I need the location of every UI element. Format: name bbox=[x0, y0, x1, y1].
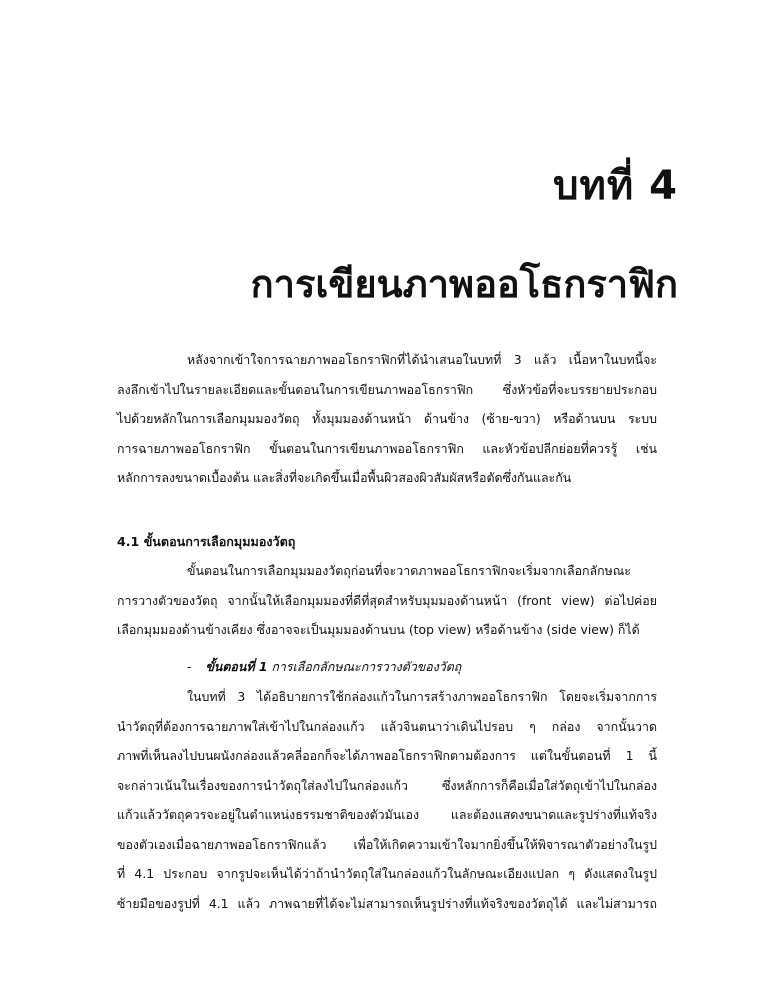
step-dash: - bbox=[187, 659, 192, 674]
paragraph-line: ของตัวเองเมื่อฉายภาพออโธกราฟิกแล้ว เพื่อให้เกิดความเข้าใจมากยิ่งขึ้นให้พิจารณาตัวอย่างในรูป bbox=[117, 836, 657, 852]
paragraph-line: ที่ 4.1 ประกอบ จากรูปจะเห็นได้ว่าถ้านำวัตถุใส่ในกล่องแก้วในลักษณะเอียงแปลก ๆ ดังแสดงในรูป bbox=[117, 866, 657, 881]
paragraph-line: ในบทที่ 3 ได้อธิบายการใช้กล่องแก้วในการสร้างภาพออโธกราฟิก โดยจะเริ่มจากการ bbox=[187, 689, 657, 704]
step-heading bbox=[187, 658, 461, 677]
paragraph-line: หลักการลงขนาดเบื้องต้น และสิ่งที่จะเกิดขึ้นเมื่อพื้นผิวสองผิวสัมผัสหรือตัดซึ่งกันและกัน bbox=[117, 470, 572, 485]
section-heading: 4.1 ขั้นตอนการเลือกมุมมองวัตถุ bbox=[117, 534, 296, 549]
paragraph-line: จะกล่าวเน้นในเรื่องของการนำวัตถุใส่ลงไปในกล่องแก้ว ซึ่งหลักการก็คือเมื่อใส่วัตถุเข้าไปในกล่อง bbox=[117, 777, 657, 793]
step-label: ขั้นตอนที่ 1 bbox=[205, 659, 268, 674]
paragraph-line: นำวัตถุที่ต้องการฉายภาพใส่เข้าไปในกล่องแก้ว แล้วจินตนาว่าเดินไปรอบ ๆ กล่อง จากนั้นวาด bbox=[117, 718, 657, 734]
paragraph-line: ซ้ายมือของรูปที่ 4.1 แล้ว ภาพฉายที่ได้จะไม่สามารถเห็นรูปร่างที่แท้จริงของวัตถุได้ และไม่สามารถ bbox=[117, 895, 657, 911]
step-description: การเลือกลักษณะการวางตัวของวัตถุ bbox=[271, 659, 462, 674]
paragraph-line: ไปด้วยหลักในการเลือกมุมมองวัตถุ ทั้งมุมมองด้านหน้า ด้านข้าง (ซ้าย-ขวา) หรือด้านบน ระบบ bbox=[117, 411, 657, 426]
paragraph-line: ขั้นตอนในการเลือกมุมมองวัตถุก่อนที่จะวาดภาพออโธกราฟิกจะเริ่มจากเลือกลักษณะ bbox=[187, 563, 631, 578]
paragraph-line: การฉายภาพออโธกราฟิก ขั้นตอนในการเขียนภาพออโธกราฟิก และหัวข้อปลีกย่อยที่ควรรู้ เช่น bbox=[117, 440, 657, 456]
paragraph-line: การวางตัวของวัตถุ จากนั้นให้เลือกมุมมองที่ดีที่สุดสำหรับมุมมองด้านหน้า (front view) ต่อไปค่อย bbox=[117, 592, 657, 608]
paragraph-line: หลังจากเข้าใจการฉายภาพออโธกราฟิกที่ได้นำเสนอในบทที่ 3 แล้ว เนื้อหาในบทนี้จะ bbox=[187, 352, 657, 367]
intro-paragraph bbox=[117, 345, 657, 493]
chapter-number: บทที่ 4 bbox=[553, 163, 678, 209]
paragraph-line: แก้วแล้ววัตถุควรจะอยู่ในตำแหน่งธรรมชาติของตัวมันเอง และต้องแสดงขนาดและรูปร่างที่แท้จริง bbox=[117, 807, 657, 822]
chapter-title: การเขียนภาพออโธกราฟิก bbox=[250, 262, 678, 306]
paragraph-line: ภาพที่เห็นลงไปบนผนังกล่องแล้วคลี่ออกก็จะได้ภาพออโธกราฟิกตามต้องการ แต่ในขั้นตอนที่ 1 นี้ bbox=[117, 748, 657, 763]
section-paragraph bbox=[117, 556, 657, 645]
paragraph-line: เลือกมุมมองด้านข้างเคียง ซึ่งอาจจะเป็นมุมมองด้านบน (top view) หรือด้านข้าง (side view) ก็ได้ bbox=[117, 622, 640, 637]
paragraph-line: ลงลึกเข้าไปในรายละเอียดและขั้นตอนในการเขียนภาพออโธกราฟิก ซึ่งหัวข้อที่จะบรรยายประกอบ bbox=[117, 381, 657, 397]
step-paragraph bbox=[117, 682, 657, 918]
